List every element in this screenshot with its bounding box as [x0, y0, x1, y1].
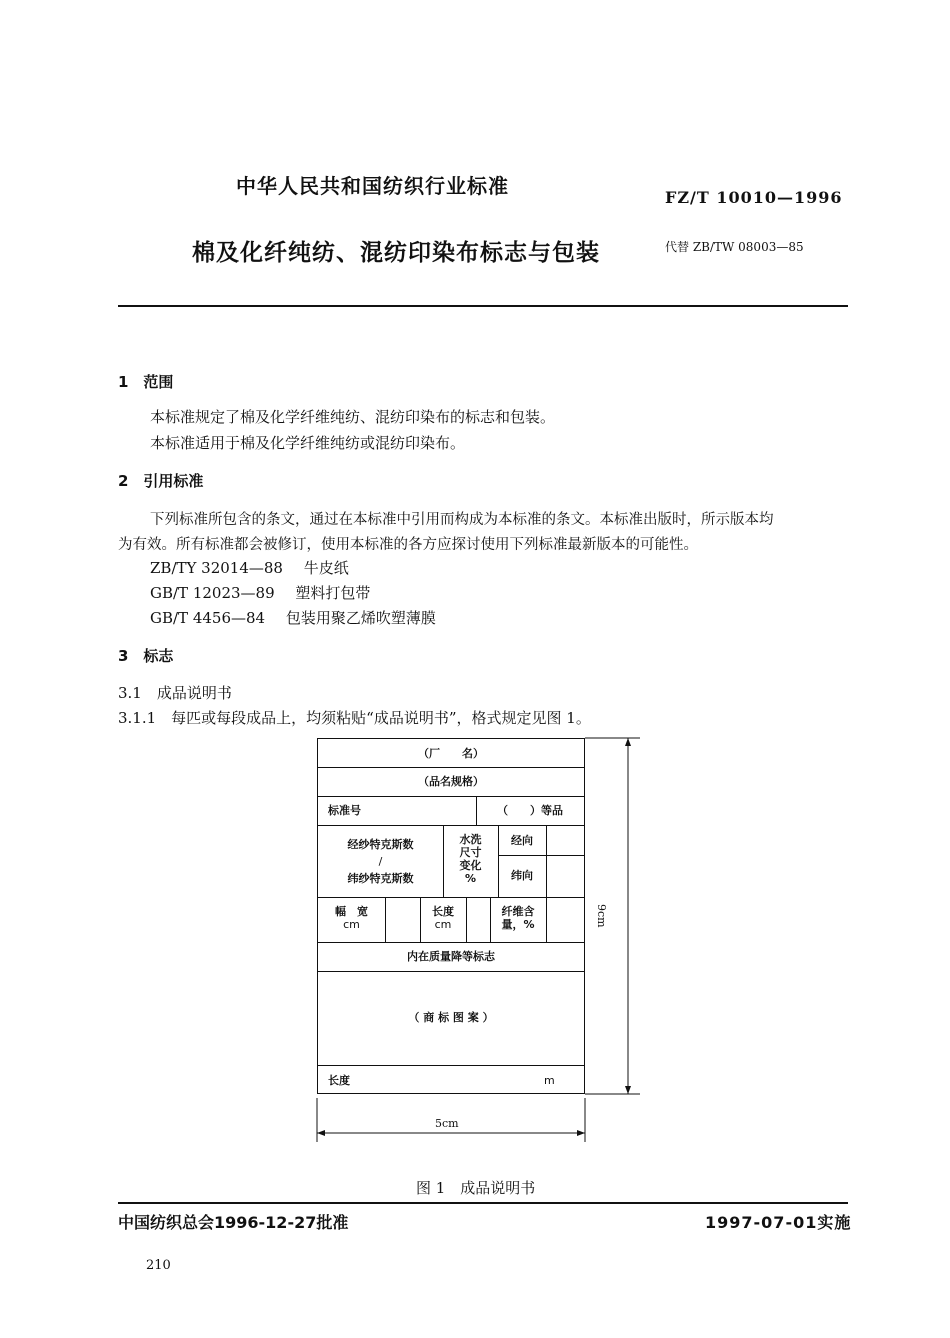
reference-code: ZB/TY 32014—88 — [150, 559, 283, 577]
dimension-height-label: 9cm — [595, 904, 608, 928]
section-3-1-1-text: 3.1.1 每匹或每段成品上，均须粘贴“成品说明书”，格式规定见图 1。 — [118, 709, 591, 727]
weft-direction: 纬向 — [511, 869, 533, 882]
footer-rule — [118, 1202, 848, 1204]
page-number: 210 — [146, 1258, 171, 1273]
shrinkage-line: 变化 — [459, 859, 482, 872]
document-title: 棉及化纤纯纺、混纺印染布标志与包装 — [192, 240, 600, 266]
reference-name: 牛皮纸 — [303, 559, 349, 577]
arrow-left-icon — [317, 1130, 325, 1136]
width-label-text: 幅 宽 — [335, 905, 368, 918]
effective-date: 1997-07-01实施 — [705, 1213, 852, 1232]
reference-code: GB/T 4456—84 — [150, 609, 266, 627]
shrinkage-line: 尺寸 — [459, 846, 482, 859]
warp-direction: 经向 — [511, 834, 533, 847]
factory-name: （厂 名） — [418, 747, 484, 760]
figure-caption: 图 1 成品说明书 — [416, 1179, 536, 1197]
length-label-text: 长度 — [432, 905, 454, 918]
section-1-para-1: 本标准规定了棉及化学纤维纯纺、混纺印染布的标志和包装。 — [150, 408, 556, 426]
bottom-length-label: 长度 — [328, 1074, 350, 1087]
section-3-heading: 3 标志 — [118, 647, 174, 665]
dimension-lines — [300, 730, 660, 1150]
bottom-length-unit: m — [544, 1074, 555, 1087]
arrow-down-icon — [625, 1086, 631, 1094]
standard-number: FZ/T 10010—1996 — [665, 188, 843, 207]
standard-no-label: 标准号 — [328, 804, 361, 817]
trademark-pattern: （ 商 标 图 案 ） — [408, 1011, 494, 1024]
width-unit: cm — [343, 918, 360, 931]
header-rule — [118, 305, 848, 307]
tex-slash: / — [378, 855, 383, 868]
section-2-heading: 2 引用标准 — [118, 472, 204, 490]
section-2-para-line-1: 下列标准所包含的条文，通过在本标准中引用而构成为本标准的条文。本标准出版时，所示版本均 — [150, 512, 774, 528]
section-1-para-2: 本标准适用于棉及化学纤维纯纺或混纺印染布。 — [150, 434, 466, 452]
shrinkage-line: 水洗 — [459, 833, 482, 846]
section-3-1-heading: 3.1 成品说明书 — [118, 684, 232, 702]
fiber-content-line: 纤维含 — [501, 905, 535, 918]
arrow-right-icon — [577, 1130, 585, 1136]
reference-name: 塑料打包带 — [295, 584, 371, 602]
warp-tex-label: 经纱特克斯数 — [347, 838, 414, 851]
reference-code: GB/T 12023—89 — [150, 584, 275, 602]
org-title: 中华人民共和国纺织行业标准 — [236, 174, 509, 198]
reference-item — [150, 557, 349, 578]
weft-tex-label: 纬纱特克斯数 — [347, 872, 414, 885]
reference-item — [150, 607, 436, 628]
grade-label: （ ）等品 — [497, 804, 563, 817]
quality-downgrade-mark: 内在质量降等标志 — [407, 950, 495, 963]
arrow-up-icon — [625, 738, 631, 746]
dimension-width-label: 5cm — [435, 1117, 459, 1130]
section-1-heading: 1 范围 — [118, 373, 174, 391]
length-unit: cm — [434, 918, 452, 931]
section-2-para-line-2: 为有效。所有标准都会被修订，使用本标准的各方应探讨使用下列标准最新版本的可能性。 — [118, 537, 698, 553]
fiber-content-line: 量，% — [501, 918, 535, 931]
shrinkage-line: % — [464, 872, 477, 885]
product-spec: （品名规格） — [418, 775, 484, 788]
approval-date: 中国纺织总会1996-12-27批准 — [118, 1213, 349, 1232]
reference-item — [150, 582, 370, 603]
reference-name: 包装用聚乙烯吹塑薄膜 — [285, 609, 436, 627]
replaces-standard: 代替 ZB/TW 08003—85 — [665, 240, 804, 254]
